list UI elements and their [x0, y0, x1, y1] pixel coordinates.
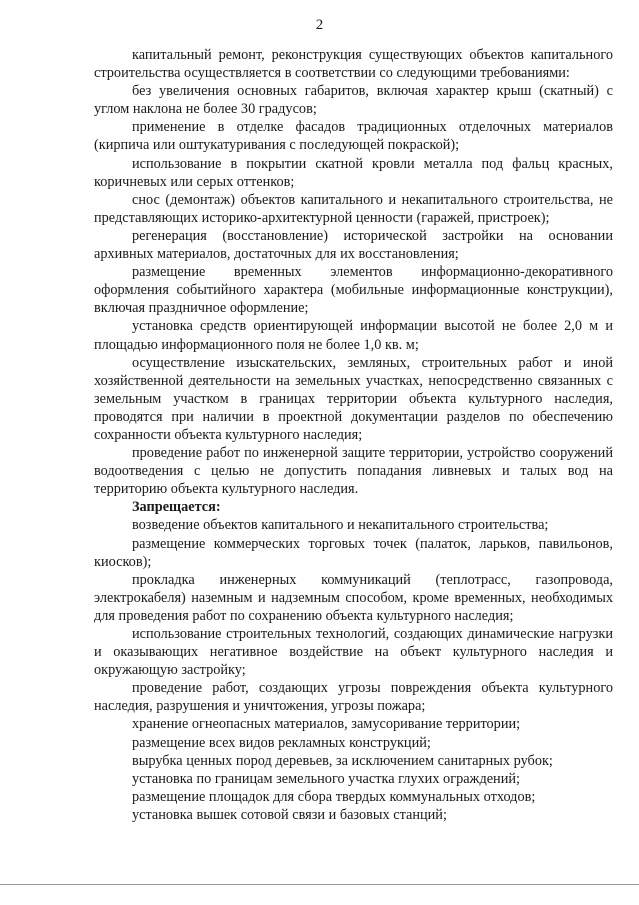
page-number: 2 — [315, 17, 324, 33]
body-paragraph: использование в покрытии скатной кровли металла под фальц красных, коричневых или серых оттенков; — [94, 155, 613, 190]
body-paragraph: установка средств ориентирующей информации высотой не более 2,0 м и площадью информационного поля не более 1,0 кв. м; — [94, 318, 613, 353]
prohibition-item: проведение работ, создающих угрозы повреждения объекта культурного наследия, разрушения и уничтожения, угрозы пожара; — [94, 680, 613, 715]
page-bottom-rule — [0, 884, 639, 885]
body-paragraph: проведение работ по инженерной защите территории, устройство сооружений водоотведения с целью не допустить попадания ливневых и талых вод на территорию объекта культурного наследия. — [94, 445, 613, 498]
prohibition-item: использование строительных технологий, создающих динамические нагрузки и оказывающих негативное воздействие на объект культурного наследия и окружающую застройку; — [94, 626, 613, 679]
prohibition-item: установка по границам земельного участка глухих ограждений; — [132, 770, 520, 787]
prohibition-item: вырубка ценных пород деревьев, за исключением санитарных рубок; — [132, 752, 553, 769]
body-paragraph: размещение временных элементов информационно-декоративного оформления событийного характера (мобильные информационные конструкции), включая праздничное оформление; — [94, 264, 613, 317]
prohibition-item: хранение огнеопасных материалов, замусоривание территории; — [132, 716, 521, 733]
body-paragraph: снос (демонтаж) объектов капитального и некапитального строительства, не представляющих историко-архитектурной ценности (гаражей, пристроек); — [94, 191, 613, 226]
prohibition-item: размещение коммерческих торговых точек (палаток, ларьков, павильонов, киосков); — [94, 535, 613, 570]
body-paragraph: осуществление изыскательских, земляных, строительных работ и иной хозяйственной деятельности на земельных участках, непосредственно связанных с земельным участком в границах территории объекта культурного наследия, проводятся при наличии в проектной документации разделов по обеспечению сохранности объекта культурного наследия; — [94, 354, 613, 443]
prohibition-item: установка вышек сотовой связи и базовых станций; — [132, 806, 447, 823]
document-body — [94, 46, 613, 824]
body-paragraph: регенерация (восстановление) исторической застройки на основании архивных материалов, достаточных для их восстановления; — [94, 227, 613, 263]
prohibition-item: размещение всех видов рекламных конструкций; — [132, 734, 431, 751]
body-paragraph: применение в отделке фасадов традиционных отделочных материалов (кирпича или оштукатуривания с последующей покраской); — [94, 119, 613, 154]
prohibition-item: размещение площадок для сбора твердых коммунальных отходов; — [132, 788, 536, 805]
section-heading-prohibited: Запрещается: — [132, 499, 221, 516]
prohibition-item: прокладка инженерных коммуникаций (теплотрасс, газопровода, электрокабеля) наземным и надземным способом, кроме временных, необходимых для проведения работ по сохранению объекта культурного наследия; — [94, 571, 613, 624]
prohibition-item: возведение объектов капитального и некапитального строительства; — [132, 517, 549, 534]
body-paragraph: без увеличения основных габаритов, включая характер крыш (скатный) с углом наклона не более 30 градусов; — [94, 83, 613, 118]
body-paragraph: капитальный ремонт, реконструкция существующих объектов капитального строительства осуществляется в соответствии со следующими требованиями: — [94, 47, 613, 82]
